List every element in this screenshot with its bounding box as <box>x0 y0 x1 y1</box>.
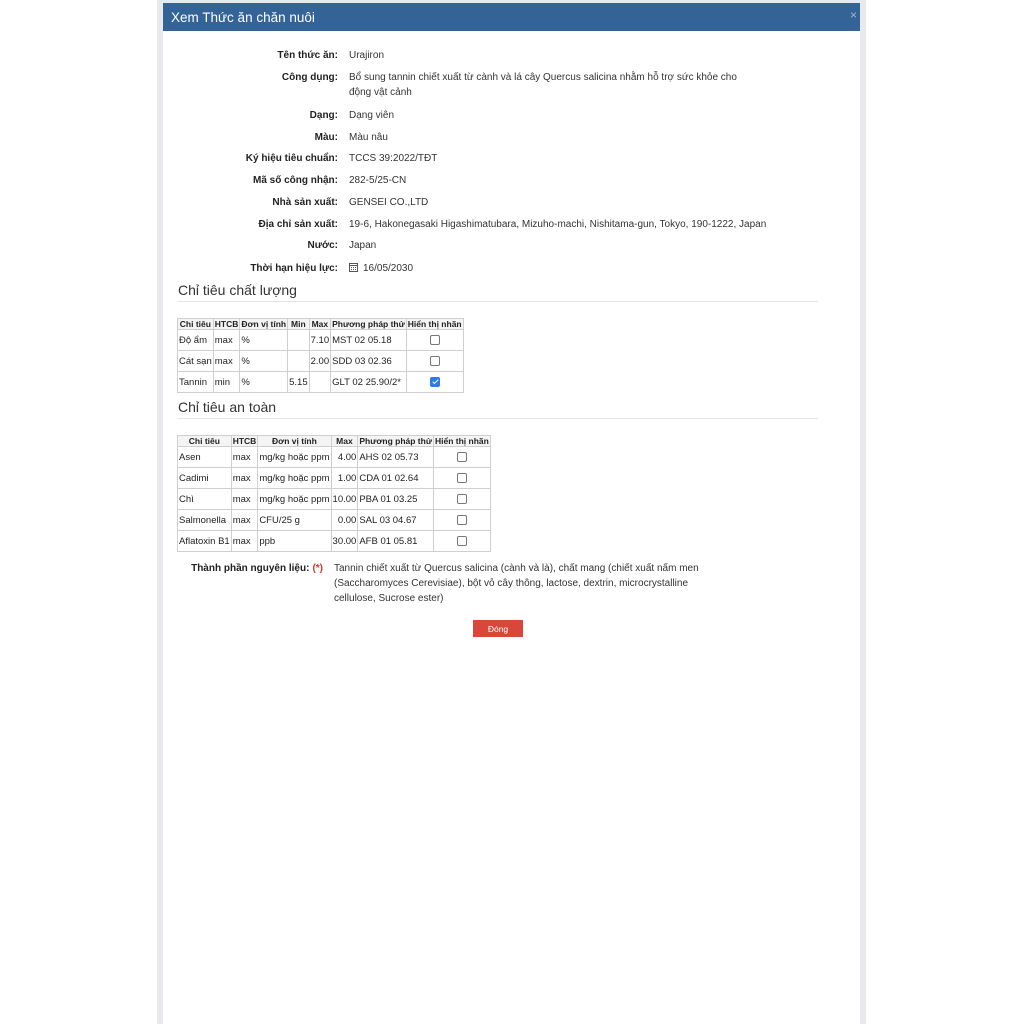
table-header-row <box>178 436 491 447</box>
cell-unit: CFU/25 g <box>258 510 331 531</box>
cell-unit: % <box>240 330 288 351</box>
show-label-checkbox[interactable] <box>457 473 467 483</box>
column-header: Hiển thị nhãn <box>407 319 462 329</box>
cell-max: 30.00 <box>331 531 358 552</box>
cell-unit: % <box>240 372 288 393</box>
view-feed-modal <box>163 3 860 1024</box>
calendar-icon <box>349 263 358 272</box>
cell-min <box>288 330 310 351</box>
cell-min <box>288 351 310 372</box>
cell-show-label <box>433 510 490 531</box>
column-header: Chỉ tiêu <box>178 436 232 447</box>
field-country <box>163 238 749 253</box>
cell-show-label <box>433 489 490 510</box>
cell-method: PBA 01 03.25 <box>358 489 434 510</box>
field-label <box>163 561 323 606</box>
cell-method: AHS 02 05.73 <box>358 447 434 468</box>
cell-name: Cadimi <box>178 468 232 489</box>
cell-name: Asen <box>178 447 232 468</box>
table-row <box>178 489 491 510</box>
cell-name: Aflatoxin B1 <box>178 531 232 552</box>
cell-max: 0.00 <box>331 510 358 531</box>
cell-max: 1.00 <box>331 468 358 489</box>
show-label-checkbox[interactable] <box>457 515 467 525</box>
cell-show-label <box>433 531 490 552</box>
cell-name: Salmonella <box>178 510 232 531</box>
show-label-checkbox[interactable] <box>430 377 440 387</box>
field-value: Dạng viên <box>349 110 395 121</box>
field-standard-code <box>163 151 749 166</box>
cell-htcb: max <box>213 330 240 351</box>
required-mark: (*) <box>312 563 323 574</box>
table-row <box>178 531 491 552</box>
cell-htcb: min <box>213 372 240 393</box>
safety-section-title: Chỉ tiêu an toàn <box>178 399 818 419</box>
cell-unit: mg/kg hoặc ppm <box>258 489 331 510</box>
table-row <box>178 351 464 372</box>
table-row <box>178 330 464 351</box>
field-color <box>163 130 749 145</box>
field-label: Dạng: <box>309 110 338 121</box>
modal-title: Xem Thức ăn chăn nuôi <box>171 9 315 25</box>
field-value: TCCS 39:2022/TĐT <box>349 153 438 164</box>
field-label: Ký hiệu tiêu chuẩn: <box>245 153 338 164</box>
field-value: Japan <box>349 240 377 251</box>
cell-name: Cát sạn <box>178 351 214 372</box>
column-header: Đơn vị tính <box>258 436 331 447</box>
cell-unit: mg/kg hoặc ppm <box>258 468 331 489</box>
field-value: Urajiron <box>349 50 385 61</box>
expiry-date: 16/05/2030 <box>363 263 414 274</box>
field-label: Mã số công nhận: <box>253 175 338 186</box>
field-value: 282-5/25-CN <box>349 175 407 186</box>
cell-htcb: max <box>231 510 258 531</box>
cell-method: GLT 02 25.90/2* <box>331 372 407 393</box>
cell-show-label <box>406 330 463 351</box>
field-feed-name <box>163 48 749 63</box>
show-label-checkbox[interactable] <box>457 494 467 504</box>
field-ingredients <box>163 561 729 606</box>
close-icon[interactable]: × <box>849 8 857 22</box>
field-usage <box>163 70 749 100</box>
cell-name: Tannin <box>178 372 214 393</box>
show-label-checkbox[interactable] <box>430 356 440 366</box>
field-form <box>163 108 749 123</box>
cell-method: SDD 03 02.36 <box>331 351 407 372</box>
cell-show-label <box>433 447 490 468</box>
column-header: HTCB <box>232 436 257 446</box>
field-manufacturer-address <box>163 217 809 232</box>
cell-max: 2.00 <box>309 351 331 372</box>
quality-table <box>177 318 464 393</box>
column-header: Phương pháp thử <box>359 436 432 446</box>
cell-show-label <box>406 351 463 372</box>
table-row <box>178 372 464 393</box>
cell-unit: mg/kg hoặc ppm <box>258 447 331 468</box>
table-header-row <box>178 319 464 330</box>
column-header: Phương pháp thử <box>332 319 405 329</box>
cell-max: 7.10 <box>309 330 331 351</box>
column-header: Max <box>331 436 358 447</box>
cell-htcb: max <box>231 468 258 489</box>
cell-htcb: max <box>231 531 258 552</box>
close-button[interactable]: Đóng <box>473 620 523 637</box>
safety-table <box>177 435 491 552</box>
column-header: Min <box>288 319 310 330</box>
column-header: Hiển thị nhãn <box>434 436 489 446</box>
cell-show-label <box>433 468 490 489</box>
show-label-checkbox[interactable] <box>457 452 467 462</box>
cell-unit: % <box>240 351 288 372</box>
cell-method: MST 02 05.18 <box>331 330 407 351</box>
modal-header <box>163 3 860 31</box>
cell-max <box>309 372 331 393</box>
column-header: Đơn vị tính <box>241 319 287 329</box>
field-value: GENSEI CO.,LTD <box>349 197 429 208</box>
cell-name: Chì <box>178 489 232 510</box>
table-row <box>178 468 491 489</box>
cell-htcb: max <box>231 447 258 468</box>
field-label: Địa chỉ sản xuất: <box>258 219 338 230</box>
column-header: Max <box>309 319 331 330</box>
table-row <box>178 510 491 531</box>
field-label: Thời hạn hiệu lực: <box>250 263 338 274</box>
field-label: Màu: <box>314 132 338 143</box>
field-value: Tannin chiết xuất từ Quercus salicina (cành và là), chất mang (chiết xuất nấm men (Saccharomyces Cerevisiae), bột vỏ cây thông, lactose, dextrin, microcrystalline cellulose, Sucrose ester) <box>334 563 699 604</box>
cell-max: 10.00 <box>331 489 358 510</box>
show-label-checkbox[interactable] <box>457 536 467 546</box>
field-label: Công dụng: <box>281 72 338 83</box>
cell-unit: ppb <box>258 531 331 552</box>
field-label: Nhà sản xuất: <box>272 197 338 208</box>
field-value: 19-6, Hakonegasaki Higashimatubara, Mizuho-machi, Nishitama-gun, Tokyo, 190-1222, Japan <box>349 219 767 230</box>
field-label: Tên thức ăn: <box>277 50 338 61</box>
cell-method: AFB 01 05.81 <box>358 531 434 552</box>
field-approval-code <box>163 173 749 188</box>
column-header: Chỉ tiêu <box>178 319 214 330</box>
field-manufacturer <box>163 195 749 210</box>
cell-show-label <box>406 372 463 393</box>
field-value <box>349 261 749 276</box>
cell-method: CDA 01 02.64 <box>358 468 434 489</box>
ingredients-label: Thành phần nguyên liệu: <box>191 563 310 574</box>
cell-method: SAL 03 04.67 <box>358 510 434 531</box>
cell-htcb: max <box>231 489 258 510</box>
cell-name: Độ ẩm <box>178 330 214 351</box>
field-value: Màu nâu <box>349 132 388 143</box>
cell-min: 5.15 <box>288 372 310 393</box>
cell-max: 4.00 <box>331 447 358 468</box>
field-value: Bổ sung tannin chiết xuất từ cành và lá cây Quercus salicina nhằm hỗ trợ sức khỏe cho động vật cảnh <box>349 72 737 98</box>
field-expiry <box>163 261 749 276</box>
cell-htcb: max <box>213 351 240 372</box>
table-row <box>178 447 491 468</box>
column-header: HTCB <box>214 319 239 329</box>
quality-section-title: Chỉ tiêu chất lượng <box>178 282 818 302</box>
field-label: Nước: <box>307 240 338 251</box>
show-label-checkbox[interactable] <box>430 335 440 345</box>
